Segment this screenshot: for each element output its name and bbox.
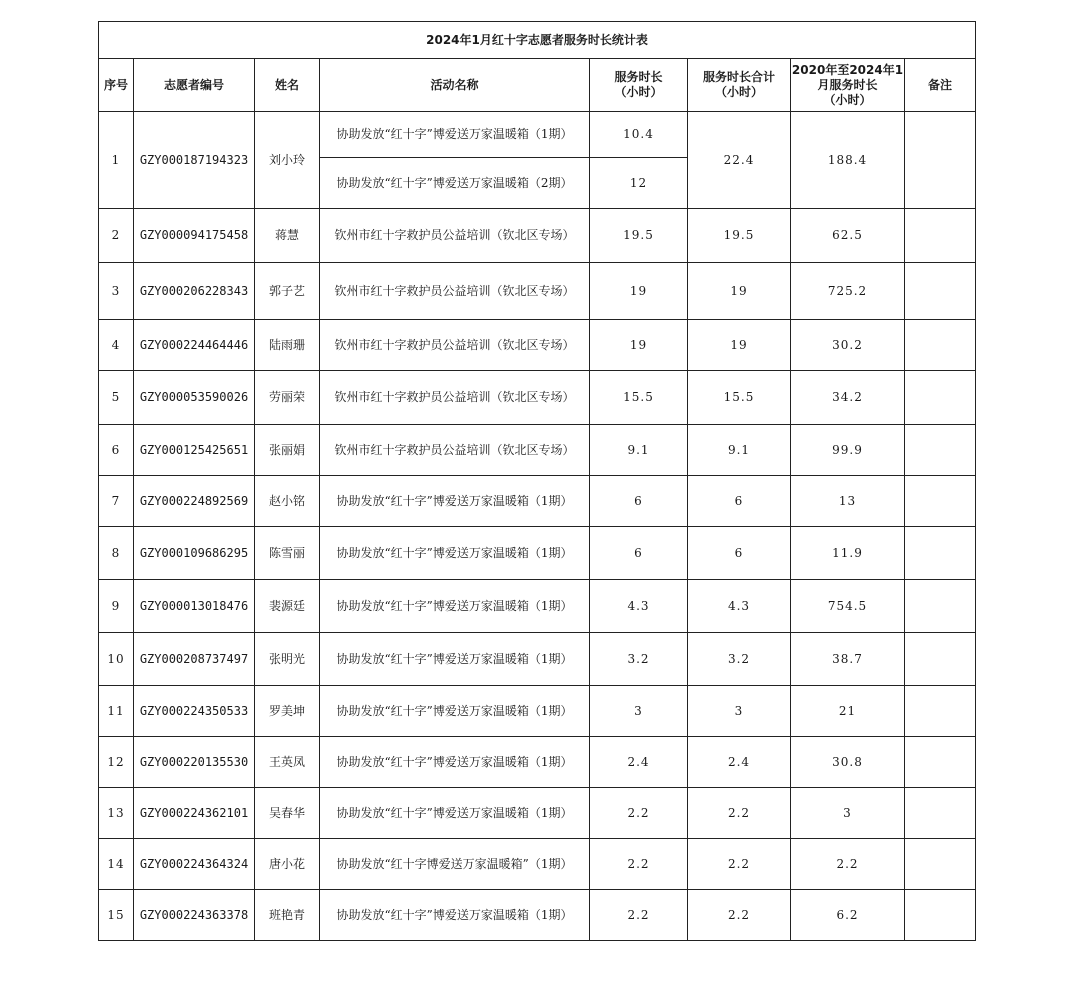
cell-volunteer-id: GZY000125425651 — [134, 425, 255, 476]
cell-activity: 协助发放“红十字”博爱送万家温暖箱（1期） — [320, 476, 590, 527]
cell-cumulative-hours: 30.8 — [791, 737, 905, 788]
cell-total-hours: 6 — [688, 527, 791, 580]
cell-activity: 协助发放“红十字”博爱送万家温暖箱（1期） — [320, 527, 590, 580]
cell-cumulative-hours: 754.5 — [791, 580, 905, 633]
cell-seq: 13 — [99, 788, 134, 839]
cell-activity: 协助发放“红十字”博爱送万家温暖箱（1期） — [320, 788, 590, 839]
cell-seq: 2 — [99, 209, 134, 263]
cell-seq: 4 — [99, 320, 134, 371]
table-row — [99, 737, 976, 788]
cell-note — [905, 320, 976, 371]
cell-activity: 协助发放“红十字”博爱送万家温暖箱（1期） — [320, 633, 590, 686]
cell-volunteer-id: GZY000208737497 — [134, 633, 255, 686]
cell-volunteer-id: GZY000224364324 — [134, 839, 255, 890]
cell-name: 蒋慧 — [255, 209, 320, 263]
cell-activity: 协助发放“红十字”博爱送万家温暖箱（1期） — [320, 580, 590, 633]
cell-name: 郭子艺 — [255, 263, 320, 320]
cell-hours: 2.2 — [590, 839, 688, 890]
table-row — [99, 633, 976, 686]
cell-seq: 8 — [99, 527, 134, 580]
cell-total-hours: 3.2 — [688, 633, 791, 686]
cell-seq: 1 — [99, 112, 134, 209]
cell-name: 陆雨珊 — [255, 320, 320, 371]
header-volunteer-id: 志愿者编号 — [134, 59, 255, 112]
cell-cumulative-hours: 30.2 — [791, 320, 905, 371]
table-row — [99, 425, 976, 476]
cell-note — [905, 425, 976, 476]
cell-cumulative-hours: 13 — [791, 476, 905, 527]
cell-total-hours: 19 — [688, 320, 791, 371]
cell-volunteer-id: GZY000187194323 — [134, 112, 255, 209]
cell-activity: 钦州市红十字救护员公益培训（钦北区专场） — [320, 263, 590, 320]
cell-volunteer-id: GZY000094175458 — [134, 209, 255, 263]
cell-cumulative-hours: 99.9 — [791, 425, 905, 476]
cell-activity: 协助发放“红十字”博爱送万家温暖箱（1期） — [320, 112, 590, 158]
cell-seq: 6 — [99, 425, 134, 476]
header-cumulative-hours: 2020年至2024年1 月服务时长 （小时） — [791, 59, 905, 112]
cell-note — [905, 737, 976, 788]
cell-volunteer-id: GZY000224464446 — [134, 320, 255, 371]
cell-name: 班艳青 — [255, 890, 320, 941]
cell-name: 罗美坤 — [255, 686, 320, 737]
cell-hours: 12 — [590, 158, 688, 209]
cell-volunteer-id: GZY000224350533 — [134, 686, 255, 737]
cell-cumulative-hours: 6.2 — [791, 890, 905, 941]
cell-note — [905, 788, 976, 839]
cell-hours: 3.2 — [590, 633, 688, 686]
cell-name: 王英凤 — [255, 737, 320, 788]
cell-volunteer-id: GZY000224362101 — [134, 788, 255, 839]
cell-hours: 4.3 — [590, 580, 688, 633]
cell-volunteer-id: GZY000224892569 — [134, 476, 255, 527]
cell-hours: 2.2 — [590, 788, 688, 839]
cell-note — [905, 112, 976, 209]
header-total-hours: 服务时长合计 （小时） — [688, 59, 791, 112]
cell-activity: 钦州市红十字救护员公益培训（钦北区专场） — [320, 209, 590, 263]
header-activity: 活动名称 — [320, 59, 590, 112]
cell-cumulative-hours: 2.2 — [791, 839, 905, 890]
cell-total-hours: 4.3 — [688, 580, 791, 633]
cell-note — [905, 839, 976, 890]
cell-total-hours: 15.5 — [688, 371, 791, 425]
table-row — [99, 788, 976, 839]
table-row — [99, 527, 976, 580]
cell-total-hours: 3 — [688, 686, 791, 737]
cell-seq: 15 — [99, 890, 134, 941]
table-row — [99, 209, 976, 263]
cell-activity: 钦州市红十字救护员公益培训（钦北区专场） — [320, 425, 590, 476]
cell-volunteer-id: GZY000206228343 — [134, 263, 255, 320]
cell-activity: 协助发放“红十字”博爱送万家温暖箱（1期） — [320, 737, 590, 788]
cell-hours: 19 — [590, 263, 688, 320]
cell-note — [905, 890, 976, 941]
cell-hours: 2.2 — [590, 890, 688, 941]
cell-name: 裴源廷 — [255, 580, 320, 633]
cell-hours: 19.5 — [590, 209, 688, 263]
cell-cumulative-hours: 3 — [791, 788, 905, 839]
cell-name: 刘小玲 — [255, 112, 320, 209]
cell-hours: 6 — [590, 527, 688, 580]
cell-total-hours: 19.5 — [688, 209, 791, 263]
table-row — [99, 686, 976, 737]
cell-cumulative-hours: 188.4 — [791, 112, 905, 209]
cell-seq: 3 — [99, 263, 134, 320]
cell-seq: 11 — [99, 686, 134, 737]
cell-cumulative-hours: 34.2 — [791, 371, 905, 425]
cell-note — [905, 633, 976, 686]
cell-hours: 9.1 — [590, 425, 688, 476]
cell-name: 吴春华 — [255, 788, 320, 839]
cell-note — [905, 263, 976, 320]
cell-volunteer-id: GZY000013018476 — [134, 580, 255, 633]
table-row — [99, 263, 976, 320]
cell-total-hours: 2.2 — [688, 839, 791, 890]
table-row — [99, 839, 976, 890]
cell-seq: 9 — [99, 580, 134, 633]
cell-total-hours: 2.2 — [688, 788, 791, 839]
cell-name: 劳丽荣 — [255, 371, 320, 425]
cell-note — [905, 371, 976, 425]
cell-cumulative-hours: 38.7 — [791, 633, 905, 686]
volunteer-hours-table — [98, 21, 976, 941]
cell-total-hours: 19 — [688, 263, 791, 320]
cell-activity: 协助发放“红十字博爱送万家温暖箱”（1期） — [320, 839, 590, 890]
cell-total-hours: 6 — [688, 476, 791, 527]
table-title: 2024年1月红十字志愿者服务时长统计表 — [99, 22, 976, 59]
cell-note — [905, 527, 976, 580]
cell-seq: 10 — [99, 633, 134, 686]
cell-seq: 14 — [99, 839, 134, 890]
table-row — [99, 320, 976, 371]
cell-name: 赵小铭 — [255, 476, 320, 527]
header-note: 备注 — [905, 59, 976, 112]
cell-hours: 10.4 — [590, 112, 688, 158]
cell-hours: 15.5 — [590, 371, 688, 425]
cell-note — [905, 209, 976, 263]
cell-note — [905, 476, 976, 527]
cell-cumulative-hours: 21 — [791, 686, 905, 737]
header-name: 姓名 — [255, 59, 320, 112]
cell-hours: 2.4 — [590, 737, 688, 788]
table-row — [99, 371, 976, 425]
cell-cumulative-hours: 11.9 — [791, 527, 905, 580]
cell-volunteer-id: GZY000053590026 — [134, 371, 255, 425]
table-row — [99, 580, 976, 633]
header-hours: 服务时长 （小时） — [590, 59, 688, 112]
cell-activity: 协助发放“红十字”博爱送万家温暖箱（1期） — [320, 686, 590, 737]
cell-total-hours: 22.4 — [688, 112, 791, 209]
table-row — [99, 112, 976, 158]
table-row — [99, 890, 976, 941]
table-row — [99, 476, 976, 527]
cell-seq: 7 — [99, 476, 134, 527]
cell-activity: 钦州市红十字救护员公益培训（钦北区专场） — [320, 320, 590, 371]
cell-volunteer-id: GZY000224363378 — [134, 890, 255, 941]
cell-activity: 钦州市红十字救护员公益培训（钦北区专场） — [320, 371, 590, 425]
cell-note — [905, 686, 976, 737]
cell-total-hours: 2.2 — [688, 890, 791, 941]
cell-name: 陈雪丽 — [255, 527, 320, 580]
cell-seq: 5 — [99, 371, 134, 425]
cell-cumulative-hours: 62.5 — [791, 209, 905, 263]
cell-note — [905, 580, 976, 633]
cell-name: 唐小花 — [255, 839, 320, 890]
cell-activity: 协助发放“红十字”博爱送万家温暖箱（2期） — [320, 158, 590, 209]
cell-hours: 19 — [590, 320, 688, 371]
cell-total-hours: 9.1 — [688, 425, 791, 476]
cell-seq: 12 — [99, 737, 134, 788]
cell-activity: 协助发放“红十字”博爱送万家温暖箱（1期） — [320, 890, 590, 941]
cell-name: 张丽娟 — [255, 425, 320, 476]
cell-volunteer-id: GZY000220135530 — [134, 737, 255, 788]
cell-hours: 6 — [590, 476, 688, 527]
cell-cumulative-hours: 725.2 — [791, 263, 905, 320]
header-seq: 序号 — [99, 59, 134, 112]
cell-hours: 3 — [590, 686, 688, 737]
cell-name: 张明光 — [255, 633, 320, 686]
cell-volunteer-id: GZY000109686295 — [134, 527, 255, 580]
cell-total-hours: 2.4 — [688, 737, 791, 788]
